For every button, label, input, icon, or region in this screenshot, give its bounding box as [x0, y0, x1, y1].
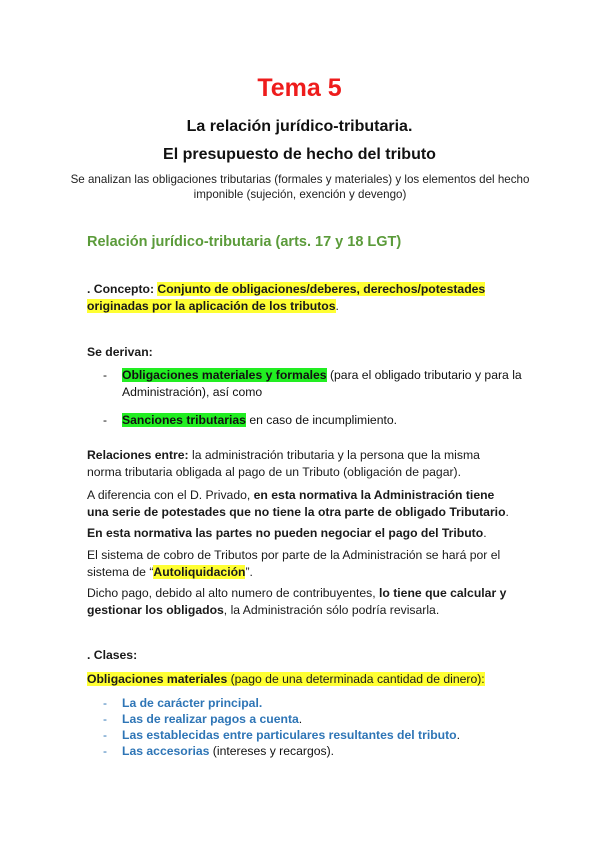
dicho-paragraph: [87, 585, 517, 619]
obligaciones-materiales-bold: Obligaciones materiales: [87, 672, 228, 686]
relaciones-label: Relaciones entre:: [87, 448, 189, 462]
description: Se analizan las obligaciones tributarias (formales y materiales) y los elementos del hecho imponible (sujeción, exención y devengo): [70, 173, 530, 201]
negociar-end: .: [483, 526, 487, 540]
list-dash: -: [103, 728, 107, 742]
concepto-paragraph: [87, 281, 517, 315]
concepto-label: . Concepto:: [87, 282, 155, 296]
section-heading: Relación jurídico-tributaria (arts. 17 y 18 LGT): [87, 234, 402, 250]
obligaciones-text: (para el obligado tributario y para la Administración), así como: [122, 368, 522, 399]
clase-item-rest: .: [456, 728, 460, 742]
clases-label: . Clases:: [87, 648, 138, 662]
clase-item-blue: Las establecidas entre particulares resultantes del tributo: [122, 728, 457, 742]
derivan-item-obligaciones: [122, 367, 522, 401]
autoliquidacion-highlight: Autoliquidación: [153, 565, 246, 579]
concepto-definition: Conjunto de obligaciones/deberes, derechos/potestades originadas por la aplicación de los tributos: [87, 282, 486, 313]
clase-item-pagos-cuenta: [122, 711, 522, 728]
clase-item-particulares: [122, 727, 522, 744]
document-title: Tema 5: [257, 74, 342, 102]
diferencia-text: A diferencia con el D. Privado,: [87, 488, 254, 502]
diferencia-bold: en esta normativa la Administración tiene una serie de potestades que no tiene la otra parte de obligado Tributario: [87, 488, 506, 519]
se-derivan-label: Se derivan:: [87, 345, 153, 359]
dicho-text: Dicho pago, debido al alto numero de contribuyentes,: [87, 586, 380, 600]
negociar-bold: En esta normativa las partes no pueden negociar el pago del Tributo: [87, 526, 484, 540]
relaciones-paragraph: [87, 447, 517, 481]
derivan-item-sanciones: [122, 412, 522, 429]
sistema-paragraph: [87, 547, 517, 581]
clase-item-rest: .: [298, 712, 303, 726]
sanciones-text: en caso de incumplimiento.: [245, 413, 398, 427]
diferencia-paragraph: [87, 487, 517, 521]
diferencia-end: .: [505, 505, 509, 519]
clase-item-blue: Las de realizar pagos a cuenta: [122, 712, 299, 726]
clase-item-blue: La de carácter principal.: [122, 696, 263, 710]
clase-item-principal: [122, 695, 522, 712]
concepto-end: .: [335, 299, 339, 313]
dicho-bold: lo tiene que calcular y gestionar los obligados: [87, 586, 507, 617]
clase-item-accesorias: [122, 743, 522, 760]
relaciones-text: la administración tributaria y la persona que la misma norma tributaria obligada al pago de un Tributo (obligación de pagar).: [87, 448, 480, 479]
obligaciones-materiales-rest: (pago de una determinada cantidad de dinero):: [227, 672, 485, 686]
sistema-text: El sistema de cobro de Tributos por parte de la Administración se hará por el sistema de “: [87, 548, 501, 579]
list-dash: -: [103, 696, 107, 710]
sistema-end: ”.: [245, 565, 253, 579]
list-dash: -: [103, 413, 107, 427]
dicho-end: , la Administración sólo podría revisarla.: [223, 603, 440, 617]
sanciones-highlight: Sanciones tributarias: [122, 413, 246, 427]
negociar-paragraph: [87, 525, 517, 542]
subtitle-presupuesto: El presupuesto de hecho del tributo: [163, 146, 436, 163]
obligaciones-highlight: Obligaciones materiales y formales: [122, 368, 327, 382]
clases-heading: [87, 671, 517, 688]
clase-item-blue: Las accesorias: [122, 744, 210, 758]
list-dash: -: [103, 744, 107, 758]
clase-item-rest: (intereses y recargos).: [209, 744, 335, 758]
subtitle-relacion: La relación jurídico-tributaria.: [186, 118, 413, 135]
list-dash: -: [103, 368, 107, 382]
list-dash: -: [103, 712, 107, 726]
